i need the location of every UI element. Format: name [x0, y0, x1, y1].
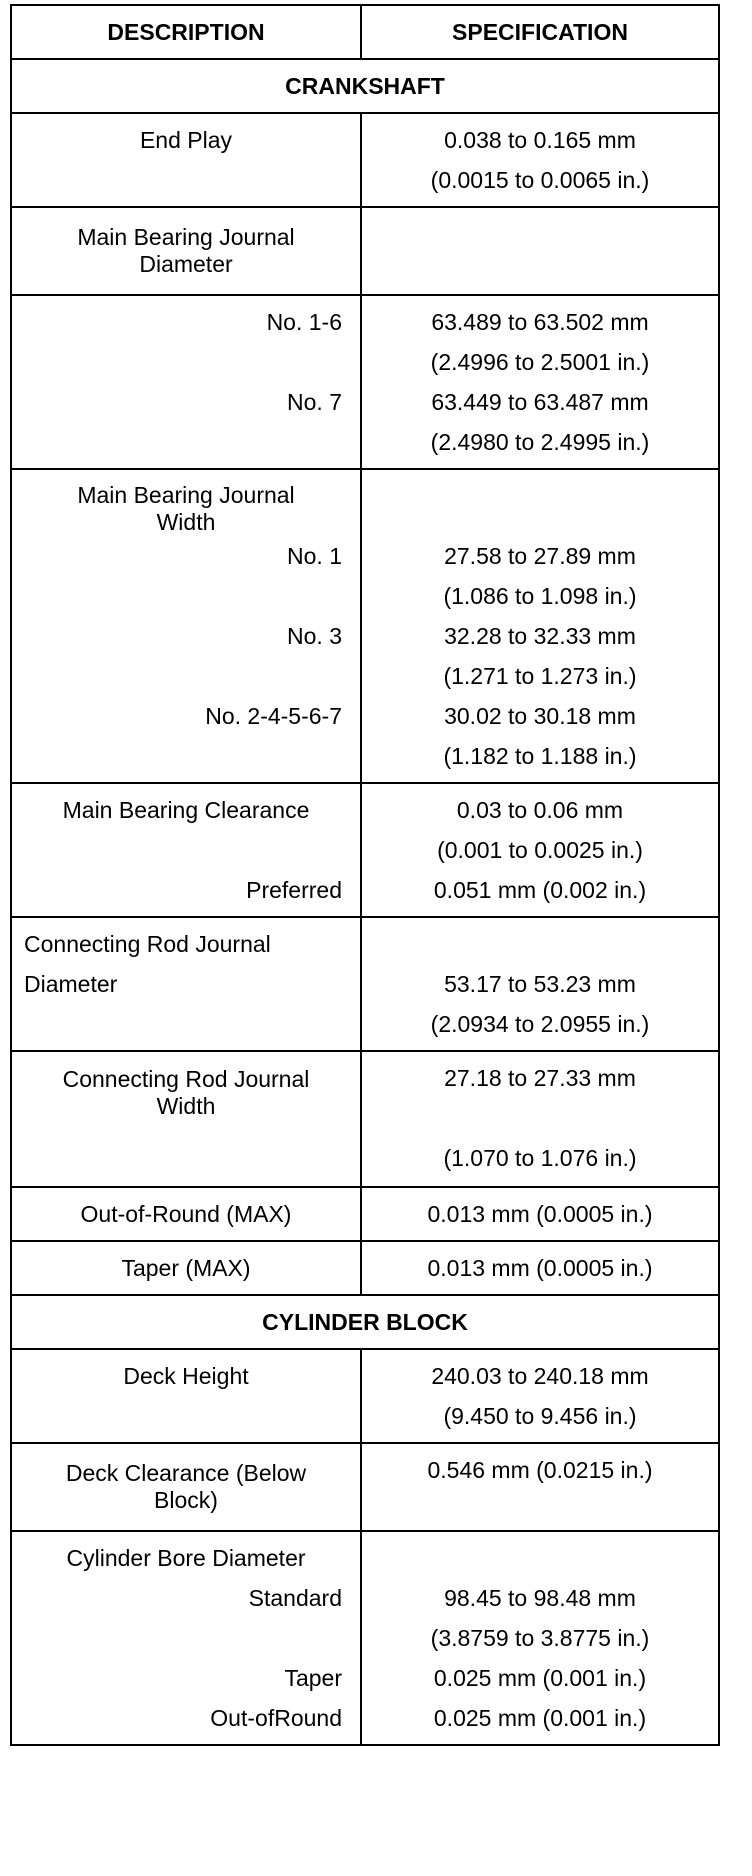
mbj-diameter-no1-6-spec-mm: 63.489 to 63.502 mm — [431, 309, 649, 335]
end-play-label: End Play — [139, 127, 233, 153]
table-header-row — [11, 5, 719, 59]
mbj-diameter-no7-spec-mm: 63.449 to 63.487 mm — [431, 389, 649, 415]
mbj-width-no1-label: No. 1 — [287, 543, 342, 569]
table-row-out-of-round — [11, 1187, 719, 1241]
description-cell — [11, 1443, 361, 1531]
taper-spec: 0.013 mm (0.0005 in.) — [427, 1255, 653, 1281]
description-cell — [11, 1349, 361, 1443]
bore-taper-spec: 0.025 mm (0.001 in.) — [433, 1665, 647, 1691]
conrod-width-spec-in: (1.070 to 1.076 in.) — [443, 1145, 637, 1171]
out-of-round-spec: 0.013 mm (0.0005 in.) — [427, 1201, 653, 1227]
mb-clearance-spec-in: (0.001 to 0.0025 in.) — [437, 837, 643, 863]
deck-height-spec-mm: 240.03 to 240.18 mm — [431, 1363, 649, 1389]
bore-standard-spec-mm: 98.45 to 98.48 mm — [444, 1585, 636, 1611]
table-row-taper — [11, 1241, 719, 1295]
mbj-width-no1-spec-in: (1.086 to 1.098 in.) — [443, 583, 637, 609]
description-cell — [11, 917, 361, 1051]
specification-cell — [361, 1531, 719, 1745]
description-header: DESCRIPTION — [11, 5, 361, 59]
table-row-mbj-diameter-values — [11, 295, 719, 469]
description-cell — [11, 783, 361, 917]
mbj-diameter-no7-label: No. 7 — [287, 389, 342, 415]
conrod-diameter-spec-in: (2.0934 to 2.0955 in.) — [430, 1011, 650, 1037]
bore-standard-label: Standard — [248, 1585, 342, 1611]
conrod-diameter-label-line1: Connecting Rod Journal — [24, 931, 271, 957]
description-cell — [11, 295, 361, 469]
section-title-cylinder-block: CYLINDER BLOCK — [11, 1295, 719, 1349]
mb-clearance-preferred-label: Preferred — [246, 877, 342, 903]
description-cell — [11, 113, 361, 207]
mbj-width-no2-4-5-6-7-label: No. 2-4-5-6-7 — [205, 703, 342, 729]
section-title-crankshaft: CRANKSHAFT — [11, 59, 719, 113]
table-row-deck-height — [11, 1349, 719, 1443]
mbj-width-label-line2: Width — [156, 509, 216, 535]
table-row-main-bearing-clearance — [11, 783, 719, 917]
mbj-width-no3-spec-in: (1.271 to 1.273 in.) — [443, 663, 637, 689]
mbj-diameter-no1-6-spec-in: (2.4996 to 2.5001 in.) — [430, 349, 650, 375]
table-row-deck-clearance — [11, 1443, 719, 1531]
end-play-spec-in: (0.0015 to 0.0065 in.) — [430, 167, 650, 193]
section-row-crankshaft — [11, 59, 719, 113]
bore-out-of-round-spec: 0.025 mm (0.001 in.) — [433, 1705, 647, 1731]
mbj-width-no3-spec-mm: 32.28 to 32.33 mm — [444, 623, 636, 649]
specification-cell — [361, 1051, 719, 1187]
table-row-conrod-journal-diameter — [11, 917, 719, 1051]
bore-out-of-round-label: Out-ofRound — [210, 1705, 342, 1731]
specification-cell — [361, 1443, 719, 1531]
specification-table — [10, 4, 720, 1746]
bore-diameter-label: Cylinder Bore Diameter — [66, 1545, 306, 1571]
specification-cell — [361, 113, 719, 207]
mb-clearance-label: Main Bearing Clearance — [62, 797, 310, 823]
deck-clearance-label-line2: Block) — [154, 1487, 218, 1513]
description-cell — [11, 469, 361, 783]
deck-clearance-label-line1: Deck Clearance (Below — [65, 1460, 307, 1486]
mbj-diameter-label-line2: Diameter — [139, 251, 233, 277]
mbj-width-no3-label: No. 3 — [287, 623, 342, 649]
section-row-cylinder-block — [11, 1295, 719, 1349]
description-cell — [11, 1241, 361, 1295]
mb-clearance-spec-mm: 0.03 to 0.06 mm — [456, 797, 624, 823]
taper-label: Taper (MAX) — [121, 1255, 251, 1281]
end-play-spec-mm: 0.038 to 0.165 mm — [444, 127, 636, 153]
specification-cell — [361, 1349, 719, 1443]
description-cell — [11, 1531, 361, 1745]
conrod-width-label-line1: Connecting Rod Journal — [62, 1066, 310, 1092]
specification-cell — [361, 207, 719, 295]
specification-cell — [361, 1241, 719, 1295]
mbj-width-no2-4-5-6-7-spec-in: (1.182 to 1.188 in.) — [443, 743, 637, 769]
description-cell — [11, 1187, 361, 1241]
mbj-diameter-no1-6-label: No. 1-6 — [266, 309, 342, 335]
table-row-main-bearing-journal-width — [11, 469, 719, 783]
bore-taper-label: Taper — [284, 1665, 342, 1691]
deck-clearance-spec: 0.546 mm (0.0215 in.) — [427, 1457, 653, 1483]
table-row-main-bearing-journal-diameter — [11, 207, 719, 295]
deck-height-spec-in: (9.450 to 9.456 in.) — [443, 1403, 637, 1429]
mbj-diameter-label-line1: Main Bearing Journal — [77, 224, 295, 250]
table-row-end-play — [11, 113, 719, 207]
specification-cell — [361, 783, 719, 917]
table-row-cylinder-bore-diameter — [11, 1531, 719, 1745]
mbj-width-label-line1: Main Bearing Journal — [77, 482, 295, 508]
specification-cell — [361, 1187, 719, 1241]
mbj-width-no1-spec-mm: 27.58 to 27.89 mm — [444, 543, 636, 569]
specification-header: SPECIFICATION — [361, 5, 719, 59]
bore-standard-spec-in: (3.8759 to 3.8775 in.) — [430, 1625, 650, 1651]
conrod-width-label-line2: Width — [156, 1093, 216, 1119]
deck-height-label: Deck Height — [123, 1363, 249, 1389]
mbj-diameter-no7-spec-in: (2.4980 to 2.4995 in.) — [430, 429, 650, 455]
description-cell — [11, 207, 361, 295]
conrod-diameter-spec-mm: 53.17 to 53.23 mm — [444, 971, 636, 997]
table-row-conrod-journal-width — [11, 1051, 719, 1187]
mb-clearance-preferred-spec: 0.051 mm (0.002 in.) — [433, 877, 647, 903]
conrod-width-spec-mm: 27.18 to 27.33 mm — [444, 1065, 636, 1091]
description-cell — [11, 1051, 361, 1187]
specification-cell — [361, 469, 719, 783]
specification-cell — [361, 917, 719, 1051]
out-of-round-label: Out-of-Round (MAX) — [80, 1201, 292, 1227]
conrod-diameter-label-line2: Diameter — [24, 971, 118, 997]
specification-cell — [361, 295, 719, 469]
mbj-width-no2-4-5-6-7-spec-mm: 30.02 to 30.18 mm — [444, 703, 636, 729]
